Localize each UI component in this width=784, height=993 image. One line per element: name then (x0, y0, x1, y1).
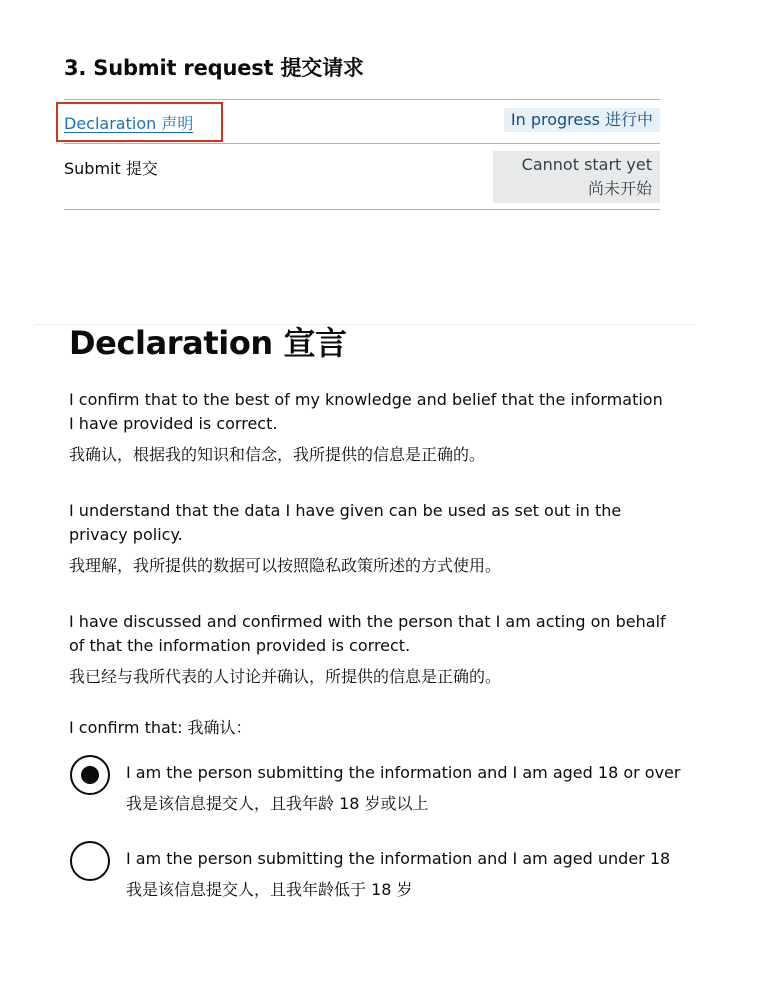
declaration-task-link[interactable]: Declaration 声明 (64, 114, 194, 133)
status-tag-cannot-start: Cannot start yet 尚未开始 (493, 151, 660, 203)
task-list-section (34, 30, 686, 220)
radio-selected-dot (81, 766, 99, 784)
radio-option-18-or-over[interactable] (70, 755, 681, 813)
radio-option-under-18[interactable] (70, 841, 670, 897)
paragraph-1-en: I confirm that to the best of my knowledge and belief that the information I have provided is correct. (69, 390, 663, 433)
submit-task-name: Submit 提交 (64, 159, 158, 178)
status-tag-in-progress: In progress 进行中 (504, 108, 660, 132)
radio-option-label[interactable] (126, 761, 686, 816)
task-row-submit (64, 143, 660, 210)
task-list (64, 99, 660, 210)
declaration-paragraph-3 (69, 610, 669, 689)
section-title: 3. Submit request 提交请求 (64, 56, 364, 80)
confirm-label: I confirm that: 我确认： (69, 718, 252, 737)
paragraph-3-en: I have discussed and confirmed with the person that I am acting on behalf of that the information provided is correct. (69, 612, 666, 655)
page-title: Declaration 宣言 (69, 324, 347, 362)
option-2-zh: 我是该信息提交人，且我年龄低于 18 岁 (126, 880, 413, 899)
radio-button-unchecked[interactable] (70, 841, 110, 881)
option-1-zh: 我是该信息提交人，且我年龄 18 岁或以上 (126, 794, 429, 813)
radio-button-checked[interactable] (70, 755, 110, 795)
option-2-en: I am the person submitting the information and I am aged under 18 (126, 849, 671, 868)
declaration-paragraph-1 (69, 388, 669, 467)
paragraph-2-zh: 我理解，我所提供的数据可以按照隐私政策所述的方式使用。 (69, 556, 502, 575)
option-1-en: I am the person submitting the information and I am aged 18 or over (126, 763, 681, 782)
declaration-paragraph-2 (69, 499, 669, 578)
paragraph-3-zh: 我已经与我所代表的人讨论并确认，所提供的信息是正确的。 (69, 667, 502, 686)
task-row-declaration (64, 99, 660, 143)
radio-option-label[interactable] (126, 847, 686, 902)
paragraph-1-zh: 我确认，根据我的知识和信念，我所提供的信息是正确的。 (69, 445, 486, 464)
paragraph-2-en: I understand that the data I have given can be used as set out in the privacy policy. (69, 501, 622, 544)
